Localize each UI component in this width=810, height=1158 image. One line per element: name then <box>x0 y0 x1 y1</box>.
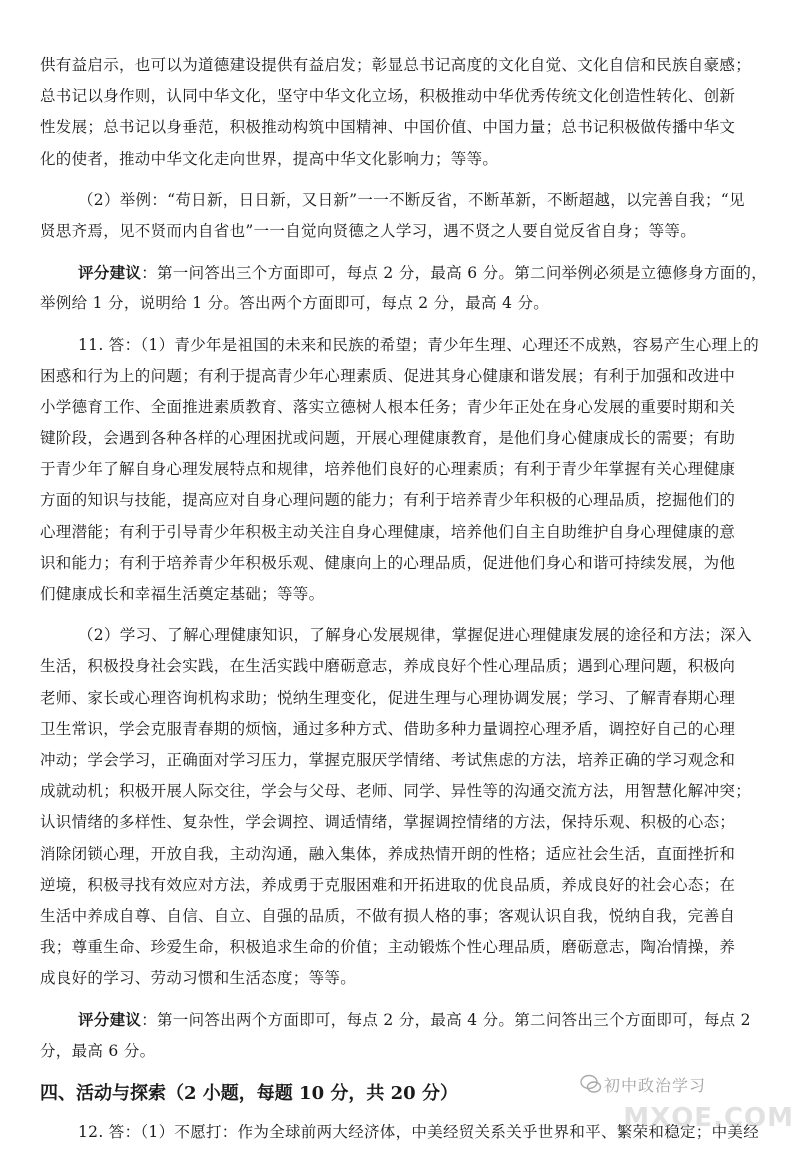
text-line: 逆境，积极寻找有效应对方法，养成勇于克服困难和开拓进取的优良品质，养成良好的社会心态；在 <box>40 875 736 894</box>
text-line: 困惑和行为上的问题；有利于提高青少年心理素质、促进其身心健康和谐发展；有利于加强和改进中 <box>40 366 736 385</box>
watermark-text: 初中政治学习 <box>604 1076 707 1095</box>
watermark-site: MXQE.COM <box>623 1103 794 1133</box>
text-line: 键阶段，会遇到各种各样的心理困扰或问题，开展心理健康教育，是他们身心健康成长的需要；有助 <box>40 429 736 448</box>
text-line: 12. 答：（1）不愿打：作为全球前两大经济体，中美经贸关系关乎世界和平、繁荣和稳定；中美经 <box>78 1122 759 1141</box>
text-line: 卫生常识，学会克服青春期的烦恼，通过多种方式、借助多种力量调控心理矛盾，调控好自己的心理 <box>40 719 736 738</box>
text-line: 举例给 1 分，说明给 1 分。答出两个方面即可，每点 2 分，最高 4 分。 <box>40 294 550 313</box>
text-line: 贤思齐焉，见不贤而内自省也”一一自觉向贤德之人学习，遇不贤之人要自觉反省自身；等等。 <box>40 221 697 240</box>
text-line: 生活，积极投身社会实践，在生活实践中磨砺意志，养成良好个性心理品质；遇到心理问题，积极向 <box>40 657 736 676</box>
scoring-text: ：第一问答出两个方面即可，每点 2 分，最高 4 分。第二问答出三个方面即可，每点 2 <box>141 1011 751 1030</box>
text-line: 成良好的学习、劳动习惯和生活态度；等等。 <box>40 969 357 988</box>
paragraph-examples <box>40 185 775 247</box>
text-line: 冲动；学会学习，正确面对学习压力，掌握克服厌学情绪、考试焦虑的方法，培养正确的学习观念和 <box>40 750 736 769</box>
wechat-icon <box>580 1073 602 1095</box>
scoring-suggestion-1 <box>40 257 775 319</box>
text-line: 们健康成长和幸福生活奠定基础；等等。 <box>40 585 325 603</box>
text-line: 识和能力；有利于培养青少年积极乐观、健康向上的心理品质，促进他们身心和谐可持续发展，为他 <box>40 553 736 572</box>
text-line: 我；尊重生命、珍爱生命，积极追求生命的价值；主动锻炼个性心理品质，磨砺意志，陶冶情操，养 <box>40 938 736 957</box>
text-line: 性发展；总书记以身垂范，积极推动构筑中国精神、中国价值、中国力量；总书记积极做传播中华文 <box>40 118 736 137</box>
answer-11-part1 <box>40 330 775 611</box>
paragraph-culture <box>40 50 775 175</box>
text-line: 于青少年了解自身心理发展特点和规律，培养他们良好的心理素质；有利于青少年掌握有关心理健康 <box>40 460 736 479</box>
text-line <box>40 1004 775 1035</box>
text-line: 11. 答：（1）青少年是祖国的未来和民族的希望；青少年生理、心理还不成熟，容易产生心理上的 <box>78 335 759 354</box>
text-line: 小学德育工作、全面推进素质教育、落实立德树人根本任务；青少年正处在身心发展的重要时期和关 <box>40 397 736 416</box>
text-line: 生活中养成自尊、自信、自立、自强的品质，不做有损人格的事；客观认识自我，悦纳自我，完善自 <box>40 906 736 925</box>
scoring-label: 评分建议 <box>78 263 142 283</box>
scoring-text: ：第一问答出三个方面即可，每点 2 分，最高 6 分。第二问举例必须是立德修身方面的， <box>141 264 768 283</box>
text-line: （2）举例：“苟日新，日日新，又日新”一一不断反省，不断革新，不断超越，以完善自我；“见 <box>78 190 745 209</box>
text-line: （2）学习、了解心理健康知识，了解身心发展规律，掌握促进心理健康发展的途径和方法；深入 <box>78 626 752 645</box>
text-line: 总书记以身作则，认同中华文化，坚守中华文化立场，积极推动中华优秀传统文化创造性转化、创新 <box>40 87 736 106</box>
answer-11-part2 <box>40 620 775 994</box>
document-page <box>40 50 775 1158</box>
text-line: 老师、家长或心理咨询机构求助；悦纳生理变化，促进生理与心理协调发展；学习、了解青春期心理 <box>40 688 736 707</box>
text-line: 方面的知识与技能，提高应对自身心理问题的能力；有利于培养青少年积极的心理品质，挖掘他们的 <box>40 491 736 510</box>
text-line <box>40 257 775 288</box>
text-line: 成就动机；积极开展人际交往，学会与父母、老师、同学、异性等的沟通交流方法，用智慧化解冲突； <box>40 782 752 801</box>
scoring-label: 评分建议 <box>78 1010 142 1030</box>
section-heading: 四、活动与探索（2 小题，每题 10 分，共 20 分） <box>40 1082 458 1104</box>
text-line: 认识情绪的多样性、复杂性，学会调控、调适情绪，掌握调控情绪的方法，保持乐观、积极的心态； <box>40 813 736 832</box>
watermark <box>580 1047 800 1137</box>
text-line: 心理潜能；有利于引导青少年积极主动关注自身心理健康，培养他们自主自助维护自身心理健康的意 <box>40 522 736 541</box>
text-line: 消除闭锁心理，开放自我，主动沟通，融入集体，养成热情开朗的性格；适应社会生活，直面挫折和 <box>40 844 736 863</box>
text-line: 分，最高 6 分。 <box>40 1041 156 1060</box>
text-line: 化的使者，推动中华文化走向世界，提高中华文化影响力；等等。 <box>40 149 499 168</box>
text-line: 供有益启示，也可以为道德建设提供有益启发；彰显总书记高度的文化自觉、文化自信和民族自豪感； <box>40 56 752 74</box>
